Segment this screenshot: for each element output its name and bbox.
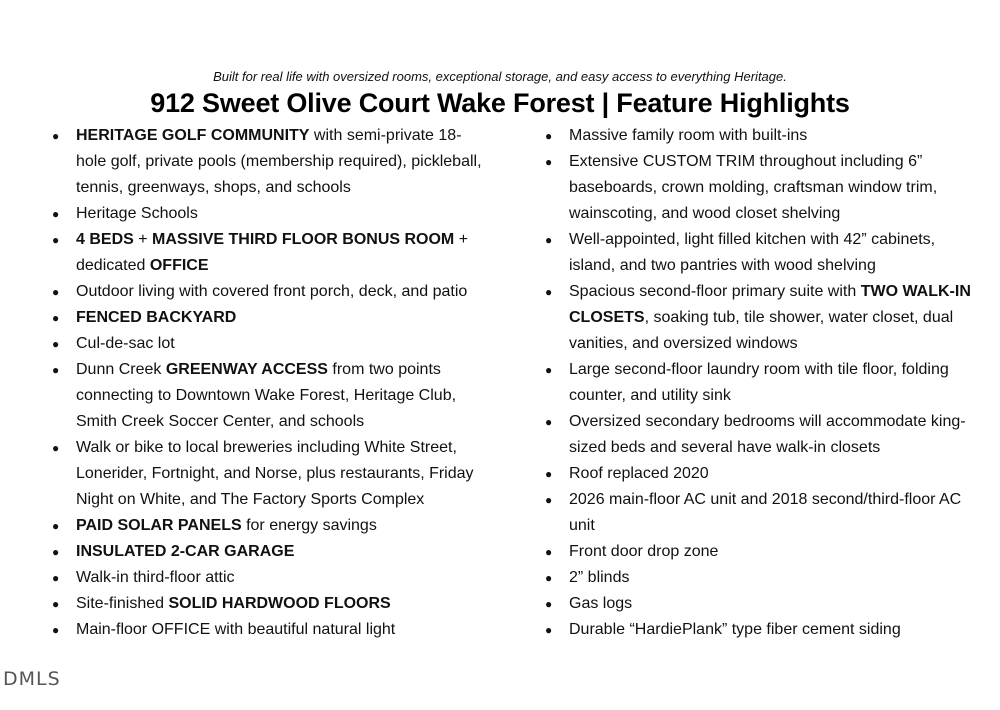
feature-item	[545, 539, 985, 565]
feature-text: Walk or bike to local breweries including White Street, Lonerider, Fortnight, and Norse, plus restaurants, Friday Night on White, and The Factory Sports Complex	[76, 439, 474, 508]
feature-text: Large second-floor laundry room with tile floor, folding counter, and utility sink	[569, 361, 949, 404]
feature-item	[52, 591, 482, 617]
feature-item	[52, 513, 482, 539]
feature-text: Durable “HardiePlank” type fiber cement siding	[569, 621, 901, 638]
feature-text: Cul-de-sac lot	[76, 335, 175, 352]
document-subtitle: Built for real life with oversized rooms, exceptional storage, and easy access to everything Heritage.	[213, 69, 787, 84]
feature-text: Front door drop zone	[569, 543, 719, 560]
feature-item	[545, 591, 985, 617]
feature-item	[545, 409, 985, 461]
feature-text-bold: TWO WALK-IN CLOSETS	[569, 283, 971, 326]
feature-text-bold: SOLID HARDWOOD FLOORS	[168, 595, 391, 612]
feature-text-bold: INSULATED 2-CAR GARAGE	[76, 543, 295, 560]
feature-text-bold: MASSIVE THIRD FLOOR BONUS ROOM	[152, 231, 455, 248]
feature-text: Oversized secondary bedrooms will accommodate king-sized beds and several have walk-in closets	[569, 413, 966, 456]
feature-item	[545, 565, 985, 591]
feature-text: Walk-in third-floor attic	[76, 569, 235, 586]
feature-text: Roof replaced 2020	[569, 465, 709, 482]
feature-text: Main-floor OFFICE with beautiful natural light	[76, 621, 396, 638]
feature-text: Dunn Creek	[76, 361, 166, 378]
feature-item	[52, 227, 482, 279]
feature-text: Gas logs	[569, 595, 633, 612]
feature-text: with semi-private 18-hole golf, private pools (membership required), pickleball, tennis, greenways, shops, and schools	[76, 127, 482, 196]
feature-text: +	[133, 231, 153, 248]
feature-text: 2026 main-floor AC unit and 2018 second/third-floor AC unit	[569, 491, 962, 534]
right-feature-list	[545, 123, 985, 643]
feature-text: Heritage Schools	[76, 205, 198, 222]
right-feature-column	[545, 123, 985, 643]
feature-text-bold: PAID SOLAR PANELS	[76, 517, 242, 534]
feature-text: Extensive CUSTOM TRIM throughout including 6” baseboards, crown molding, craftsman window trim, wainscoting, and wood closet shelving	[569, 153, 938, 222]
feature-text-bold: GREENWAY ACCESS	[165, 361, 328, 378]
feature-text: + dedicated	[76, 231, 469, 274]
feature-item	[545, 123, 985, 149]
feature-text: 2” blinds	[569, 569, 630, 586]
feature-item	[52, 123, 482, 201]
feature-text: Spacious second-floor primary suite with	[569, 283, 861, 300]
feature-item	[545, 227, 985, 279]
feature-item	[52, 617, 482, 643]
document-title: 912 Sweet Olive Court Wake Forest | Feature Highlights	[150, 88, 850, 118]
feature-text-bold: 4 BEDS	[76, 231, 134, 248]
feature-item	[52, 331, 482, 357]
feature-item	[545, 149, 985, 227]
feature-text-bold: HERITAGE GOLF COMMUNITY	[76, 127, 310, 144]
feature-item	[52, 305, 482, 331]
feature-item	[52, 201, 482, 227]
left-feature-list	[52, 123, 482, 643]
feature-text: for energy savings	[241, 517, 377, 534]
feature-item	[545, 487, 985, 539]
mls-watermark: DMLS	[3, 668, 61, 690]
feature-item	[52, 279, 482, 305]
feature-text: from two points connecting to Downtown Wake Forest, Heritage Club, Smith Creek Soccer Center, and schools	[76, 361, 457, 430]
feature-item	[545, 279, 985, 357]
feature-item	[545, 357, 985, 409]
feature-text-bold: FENCED BACKYARD	[76, 309, 237, 326]
feature-text: , soaking tub, tile shower, water closet, dual vanities, and oversized windows	[569, 309, 954, 352]
feature-item	[52, 539, 482, 565]
feature-item	[52, 435, 482, 513]
feature-text: Well-appointed, light filled kitchen with 42” cabinets, island, and two pantries with wood shelving	[569, 231, 936, 274]
feature-text: Outdoor living with covered front porch, deck, and patio	[76, 283, 468, 300]
left-feature-column	[52, 123, 482, 643]
feature-item	[52, 357, 482, 435]
feature-item	[545, 461, 985, 487]
feature-item	[545, 617, 985, 643]
feature-text: Massive family room with built-ins	[569, 127, 808, 144]
feature-text: Site-finished	[76, 595, 169, 612]
feature-text-bold: OFFICE	[149, 257, 209, 274]
feature-item	[52, 565, 482, 591]
